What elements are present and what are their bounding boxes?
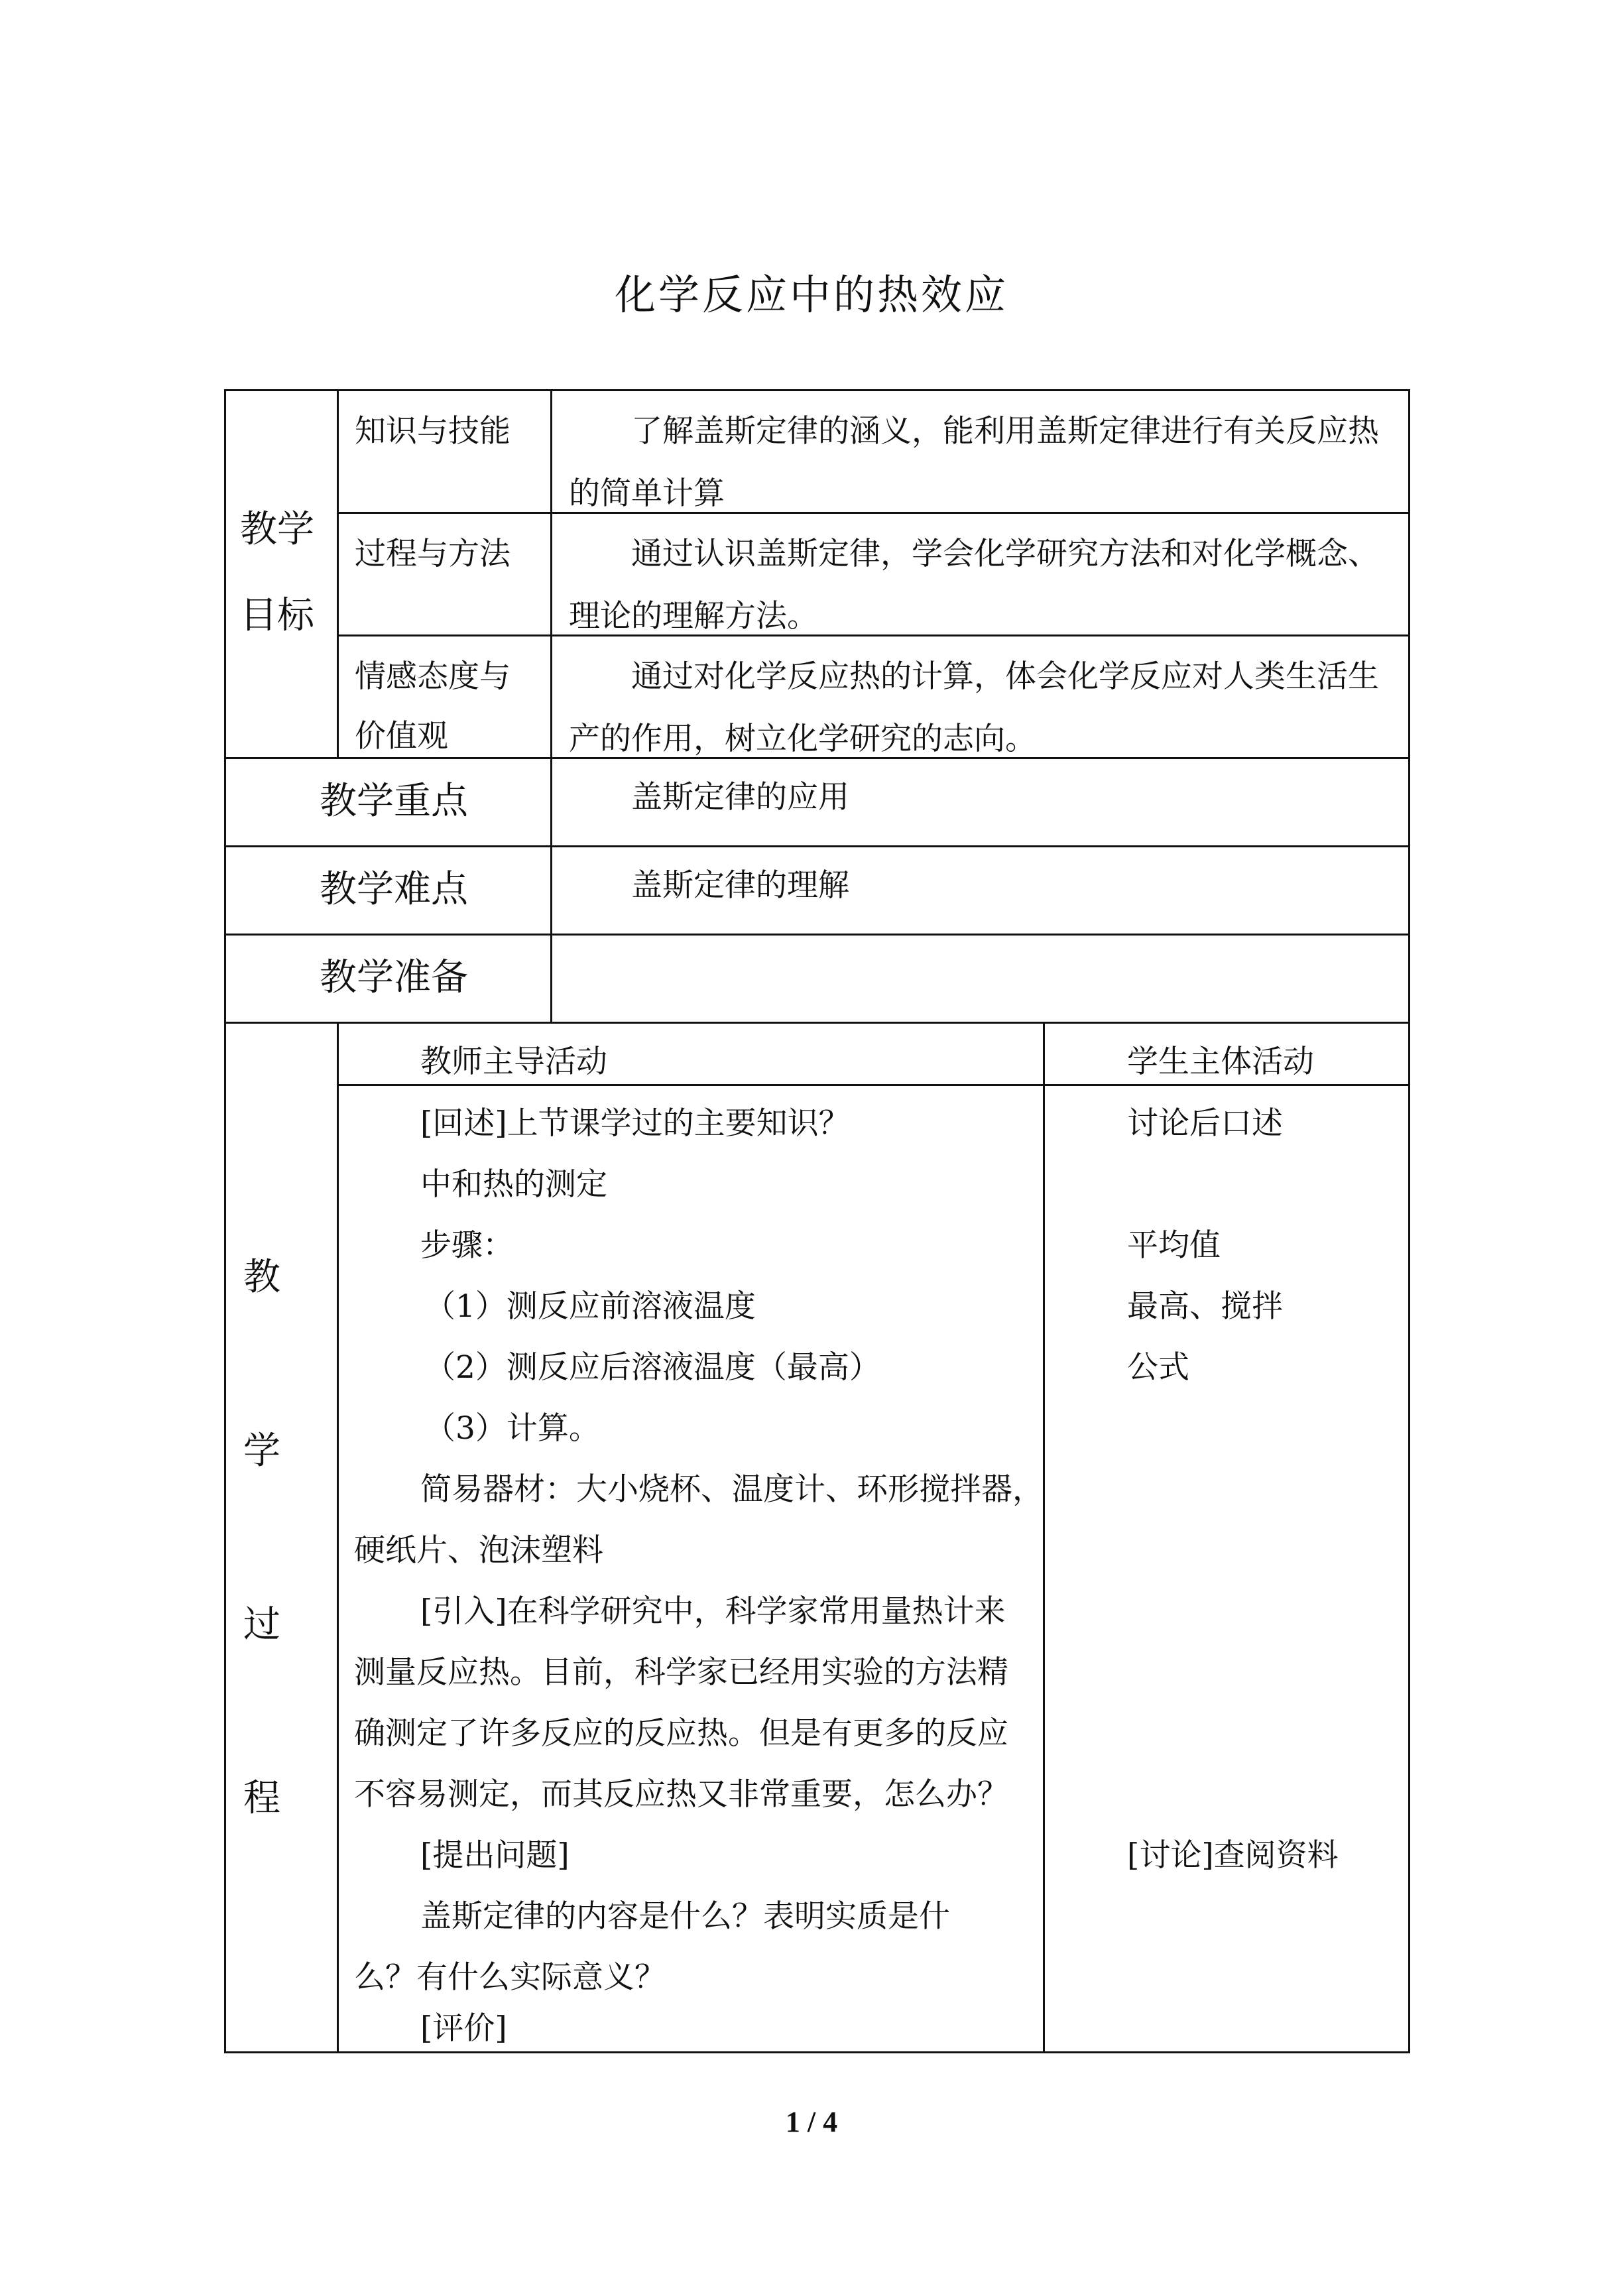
objective-text-knowledge: 了解盖斯定律的涵义，能利用盖斯定律进行有关反应热的简单计算	[569, 413, 1379, 512]
teacher-activity-header: 教师主导活动	[420, 1044, 607, 1080]
teacher-line: （3）计算。	[424, 1410, 600, 1447]
teacher-line: 测量反应热。目前，科学家已经用实验的方法精	[354, 1654, 1008, 1691]
objective-category-knowledge: 知识与技能	[355, 413, 511, 450]
key-point-label: 教学重点	[320, 780, 468, 823]
process-label-char: 过	[243, 1603, 280, 1646]
difficulty-value: 盖斯定律的理解	[631, 867, 849, 904]
student-line: 平均值	[1127, 1227, 1221, 1264]
objective-category-attitude-line1: 情感态度与	[355, 658, 511, 695]
student-line: 最高、搅拌	[1127, 1288, 1283, 1325]
teacher-line: [引入]在科学研究中，科学家常用量热计来	[420, 1593, 1006, 1630]
teacher-line: 盖斯定律的内容是什么？表明实质是什	[420, 1898, 950, 1935]
objective-text-attitude: 通过对化学反应热的计算，体会化学反应对人类生活生产的作用，树立化学研究的志向。	[569, 658, 1379, 757]
teacher-line: 中和热的测定	[420, 1166, 607, 1203]
student-line: 公式	[1127, 1349, 1189, 1386]
teacher-line: 简易器材：大小烧杯、温度计、环形搅拌器，	[420, 1471, 1044, 1508]
objectives-label-line1: 教学	[240, 508, 314, 551]
key-point-value: 盖斯定律的应用	[631, 779, 849, 816]
teacher-line: 确测定了许多反应的反应热。但是有更多的反应	[354, 1715, 1008, 1752]
page-indicator: 1 / 4	[785, 2106, 838, 2138]
teacher-line: 不容易测定，而其反应热又非常重要，怎么办？	[354, 1776, 1008, 1813]
teacher-line: （1）测反应前溶液温度	[424, 1288, 756, 1325]
teacher-line: [回述]上节课学过的主要知识？	[420, 1105, 850, 1142]
objective-category-process: 过程与方法	[355, 536, 511, 572]
objective-text-process: 通过认识盖斯定律，学会化学研究方法和对化学概念、理论的理解方法。	[569, 536, 1379, 634]
teacher-line: 步骤：	[420, 1227, 514, 1264]
objectives-label-line2: 目标	[240, 594, 314, 637]
document-title: 化学反应中的热效应	[614, 271, 1008, 319]
student-activity-header: 学生主体活动	[1127, 1044, 1314, 1080]
process-label-char: 学	[243, 1429, 280, 1473]
teacher-line: [评价]	[420, 2010, 507, 2047]
process-label-char: 程	[243, 1777, 280, 1820]
teacher-line: 么？有什么实际意义？	[354, 1959, 666, 1996]
difficulty-label: 教学难点	[320, 868, 468, 911]
teacher-line: [提出问题]	[420, 1837, 570, 1874]
teacher-line: 硬纸片、泡沫塑料	[354, 1532, 603, 1569]
student-line: 讨论后口述	[1127, 1105, 1283, 1142]
preparation-label: 教学准备	[320, 956, 468, 999]
process-label-char: 教	[243, 1256, 280, 1299]
student-line: [讨论]查阅资料	[1127, 1837, 1339, 1874]
objective-category-attitude-line2: 价值观	[355, 718, 448, 755]
teacher-line: （2）测反应后溶液温度（最高）	[424, 1349, 880, 1386]
